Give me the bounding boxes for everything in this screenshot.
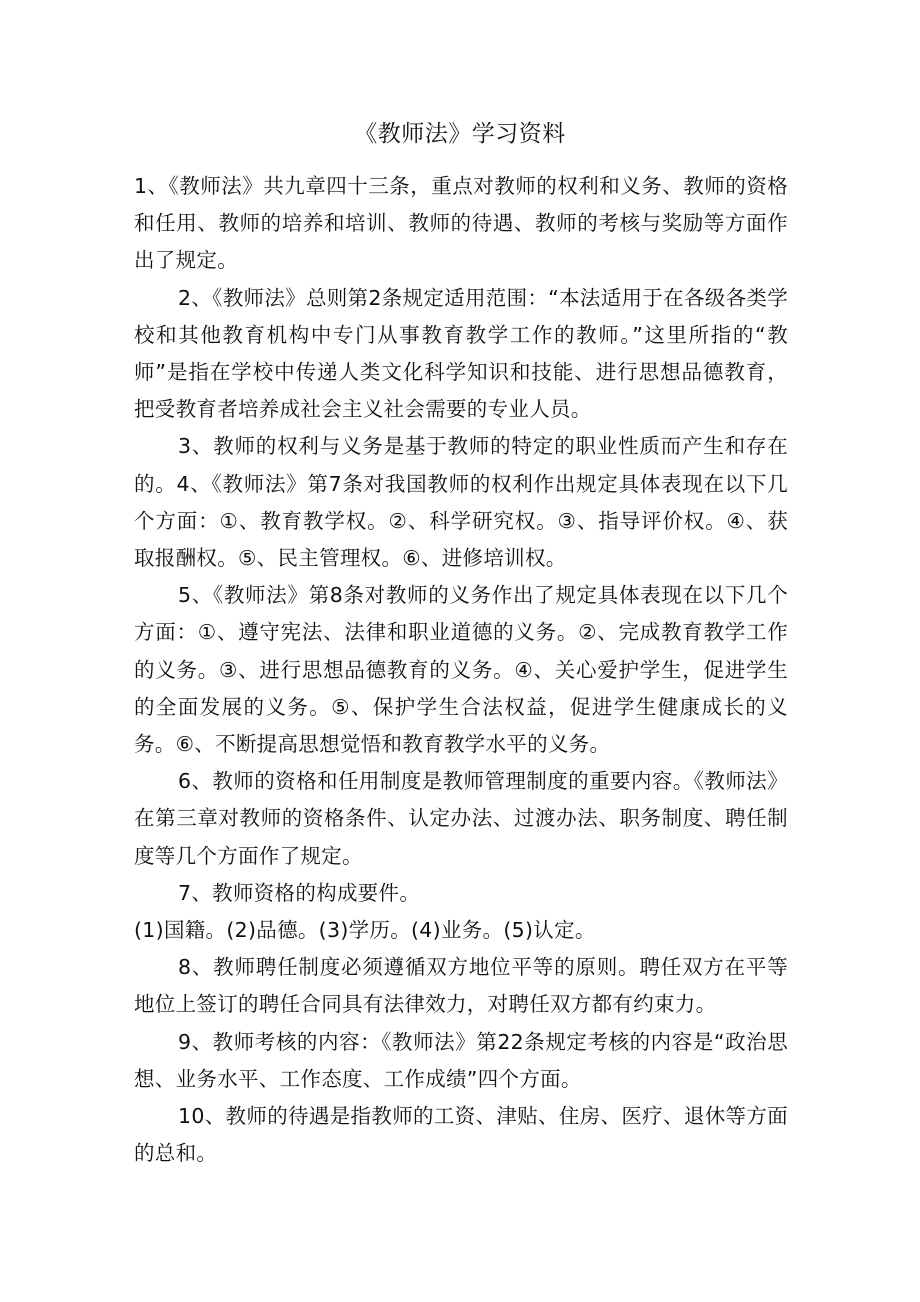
paragraph-8: 8、教师聘任制度必须遵循双方地位平等的原则。聘任双方在平等地位上签订的聘任合同具有法律效力，对聘任双方都有约束力。 <box>134 955 788 1017</box>
document-title: 《教师法》学习资料 <box>354 121 566 147</box>
document-body <box>134 168 788 1172</box>
paragraph-2: 2、《教师法》总则第2条规定适用范围：“本法适用于在各级各类学校和其他教育机构中专门从事教育教学工作的教师。”这里所指的“教师”是指在学校中传递人类文化科学知识和技能、进行思想品德教育，把受教育者培养成社会主义社会需要的专业人员。 <box>134 285 788 422</box>
paragraph-3: 3、教师的权利与义务是基于教师的特定的职业性质而产生和存在的。4、《教师法》第7条对我国教师的权利作出规定具体表现在以下几个方面：①、教育教学权。②、科学研究权。③、指导评价权。④、获取报酬权。⑤、民主管理权。⑥、进修培训权。 <box>134 434 788 571</box>
paragraph-10: 10、教师的待遇是指教师的工资、津贴、住房、医疗、退休等方面的总和。 <box>134 1104 788 1166</box>
paragraph-7-list: (1)国籍。(2)品德。(3)学历。(4)业务。(5)认定。 <box>134 918 596 943</box>
paragraph-6: 6、教师的资格和任用制度是教师管理制度的重要内容。《教师法》在第三章对教师的资格条件、认定办法、过渡办法、职务制度、聘任制度等几个方面作了规定。 <box>134 769 788 868</box>
paragraph-5: 5、《教师法》第8条对教师的义务作出了规定具体表现在以下几个方面：①、遵守宪法、法律和职业道德的义务。②、完成教育教学工作的义务。③、进行思想品德教育的义务。④、关心爱护学生，促进学生的全面发展的义务。⑤、保护学生合法权益，促进学生健康成长的义务。⑥、不断提高思想觉悟和教育教学水平的义务。 <box>134 583 788 757</box>
paragraph-1: 1、《教师法》共九章四十三条，重点对教师的权利和义务、教师的资格和任用、教师的培养和培训、教师的待遇、教师的考核与奖励等方面作出了规定。 <box>134 174 788 273</box>
paragraph-7: 7、教师资格的构成要件。 <box>178 880 421 905</box>
paragraph-9: 9、教师考核的内容：《教师法》第22条规定考核的内容是“政治思想、业务水平、工作态度、工作成绩”四个方面。 <box>134 1029 788 1091</box>
